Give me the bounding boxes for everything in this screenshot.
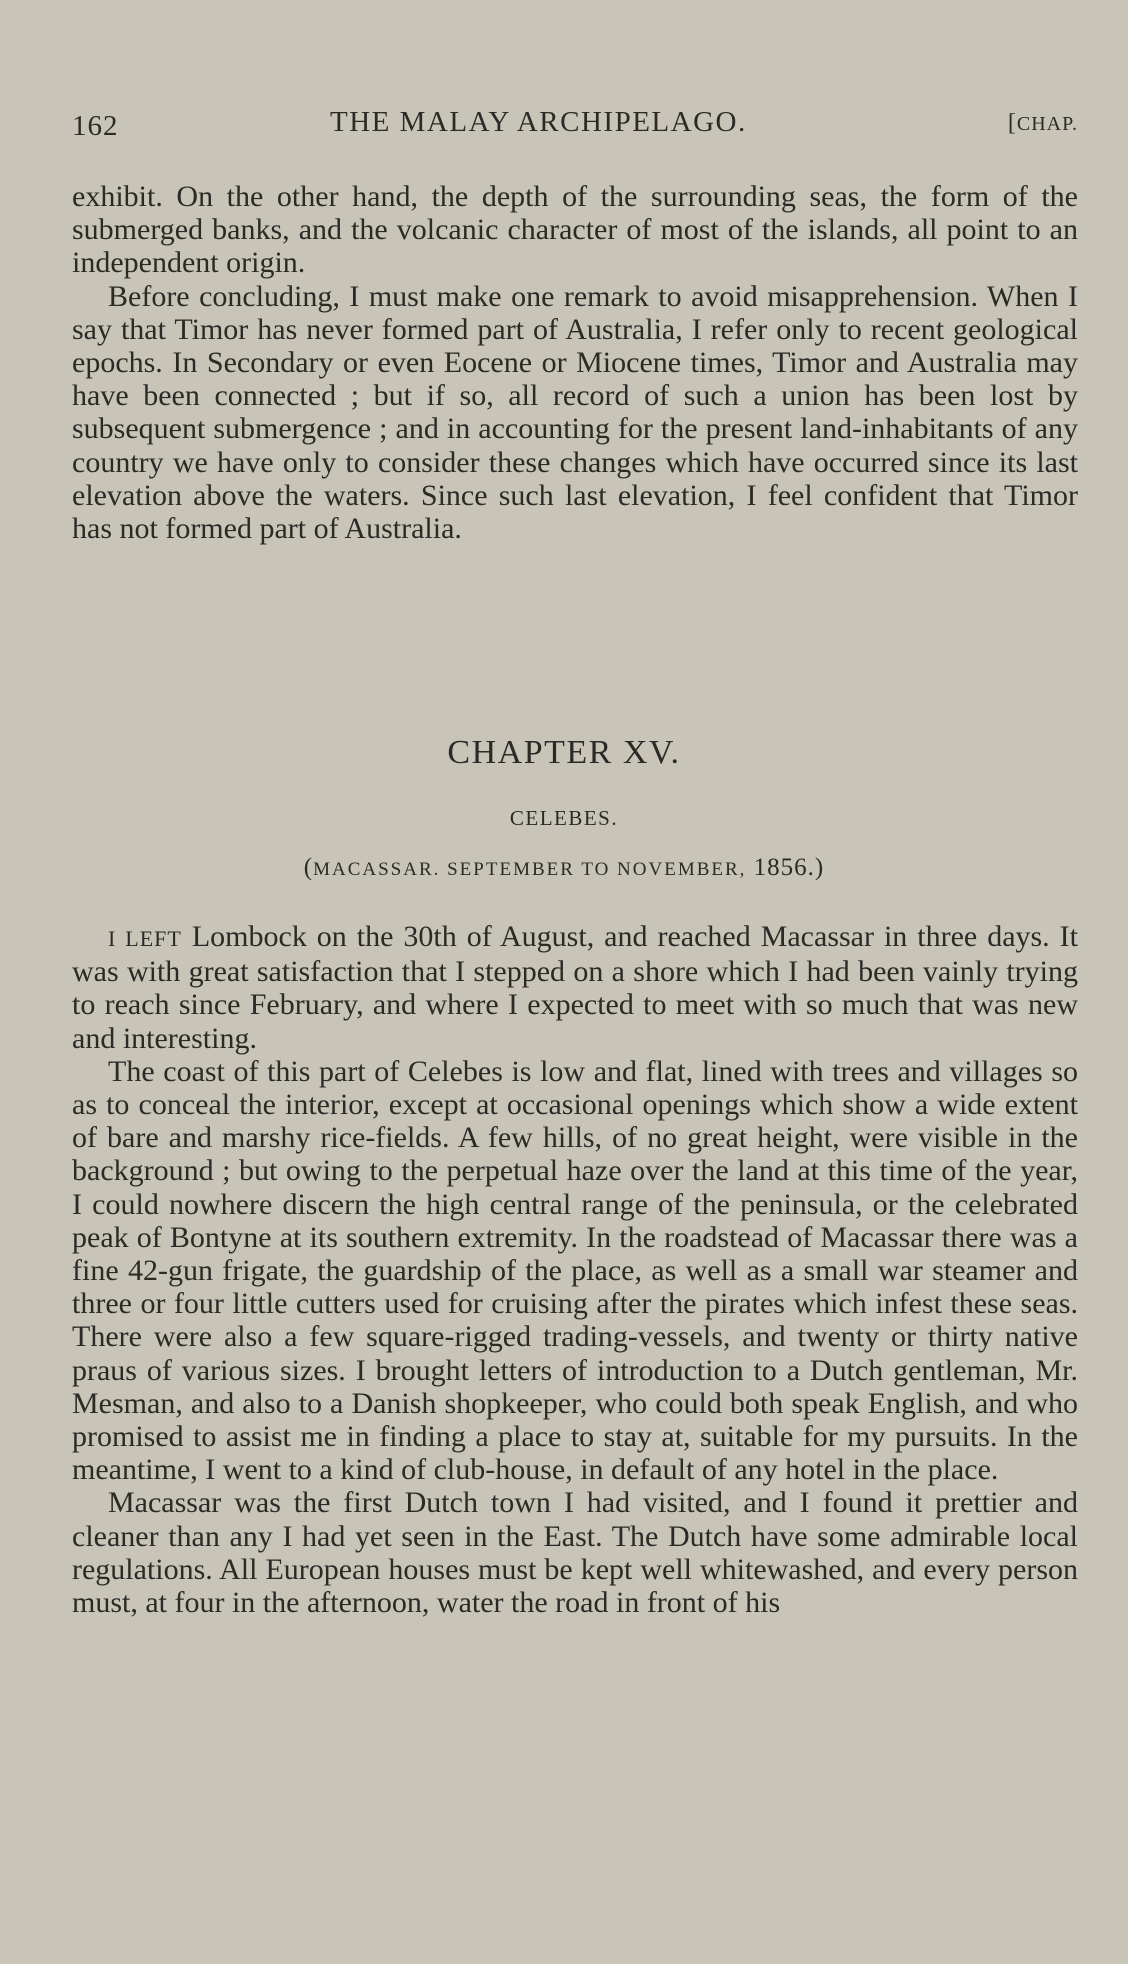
dateline-year: 1856.): [746, 854, 825, 881]
chapter-heading: CHAPTER XV.: [447, 734, 681, 771]
chapter-mark-text: CHAP.: [1016, 113, 1078, 135]
chapter-mark-bracket: [: [1007, 110, 1017, 136]
chapter-subtitle: CELEBES.: [509, 806, 619, 830]
paragraph: The coast of this part of Celebes is low and flat, lined with trees and villages so as to conceal the interior, except at occasional openings which show a wide extent of bare and marshy rice-fields. A few hills, of no great height, were visible in the background ; but owing to the perpetual haze over the land at this time of the year, I could nowhere discern the high central range of the peninsula, or the celebrated peak of Bontyne at its southern extremity. In the roadstead of Macassar there was a fine 42-gun frigate, the guardship of the place, as well as a small war steamer and three or four little cutters used for cruising after the pirates which infest these seas. There were also a few square-rigged trading-vessels, and twenty or thirty native praus of various sizes. I brought letters of introduction to a Dutch gentleman, Mr. Mesman, and also to a Danish shopkeeper, who could both speak English, and who promised to assist me in finding a place to stay at, suitable for my pursuits. In the meantime, I went to a kind of club-house, in default of any hotel in the place.: [72, 1054, 1078, 1487]
chapter-dateline: [0, 854, 1128, 882]
chapter-mark: [1008, 110, 1078, 137]
opening-words: I LEFT: [108, 926, 182, 951]
chapter-text: [72, 920, 1078, 1619]
page-number: 162: [72, 110, 119, 142]
paragraph: [72, 920, 1078, 1055]
paragraph: Before concluding, I must make one remark to avoid misapprehension. When I say that Timor has never formed part of Australia, I refer only to recent geological epochs. In Secondary or even Eocene or Miocene times, Timor and Australia may have been connected ; but if so, all record of such a union has been lost by subsequent submergence ; and in accounting for the present land-inhabitants of any country we have only to consider these changes which have occurred since its last elevation above the waters. Since such last elevation, I feel confident that Timor has not formed part of Australia.: [72, 279, 1078, 546]
dateline-place-months: MACASSAR. SEPTEMBER TO NOVEMBER,: [313, 859, 747, 880]
dateline-open: (: [303, 854, 314, 881]
paragraph: exhibit. On the other hand, the depth of the surrounding seas, the form of the submerged banks, and the volcanic character of most of the islands, all point to an independent origin.: [72, 180, 1078, 280]
paragraph: Macassar was the first Dutch town I had visited, and I found it prettier and cleaner than any I had yet seen in the East. The Dutch have some admirable local regulations. All European houses must be kept well whitewashed, and every person must, at four in the afternoon, water the road in front of his: [72, 1486, 1078, 1620]
paragraph-text: Lombock on the 30th of August, and reached Macassar in three days. It was with great satisfaction that I stepped on a shore which I had been vainly trying to reach since February, and where I expected to meet with so much that was new and interesting.: [72, 920, 1078, 1055]
previous-chapter-text: [72, 180, 1078, 545]
running-title: THE MALAY ARCHIPELAGO.: [330, 106, 747, 138]
page-header: [72, 106, 1078, 146]
